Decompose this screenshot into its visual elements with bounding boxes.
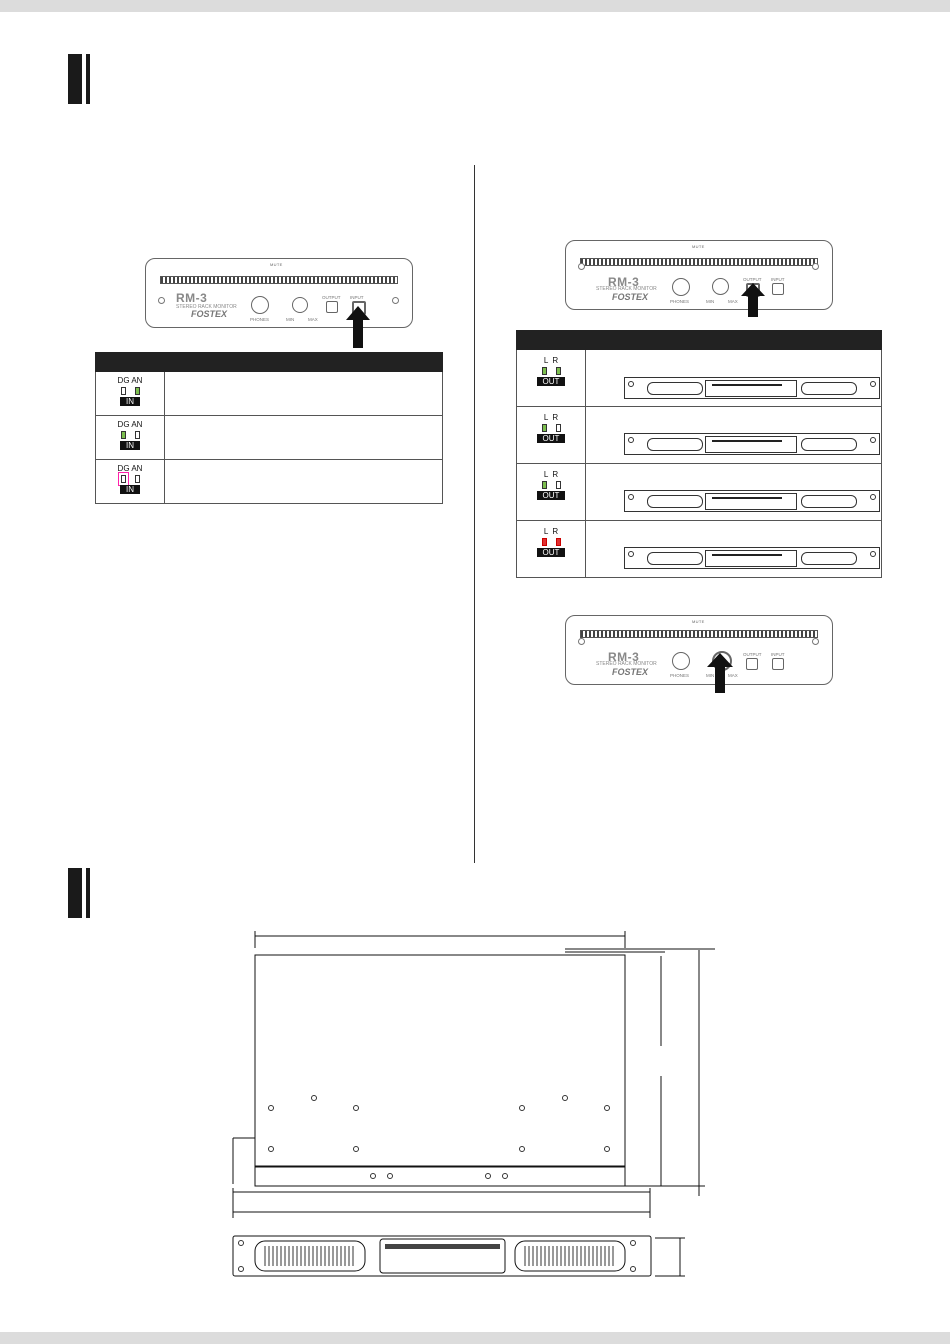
output-label: OUTPUT [743, 277, 762, 282]
model-subtitle: STEREO RACK MONITOR [176, 304, 237, 310]
rack-hole-right [812, 263, 819, 270]
front-panel-volume [565, 615, 833, 685]
output-indicator-label: L R [543, 356, 559, 365]
rack-hole-left [578, 263, 585, 270]
rack-unit-diagram [624, 547, 880, 569]
input-button[interactable] [772, 658, 784, 670]
output-indicator-label: L R [543, 527, 559, 536]
brand-logo: FOSTEX [612, 667, 649, 677]
pointer-arrow-icon [741, 283, 765, 317]
model-subtitle: STEREO RACK MONITOR [596, 661, 657, 667]
in-tag: IN [120, 441, 140, 450]
led-dg [121, 387, 126, 395]
model-name: RM-3 [176, 291, 208, 305]
phones-jack[interactable] [672, 278, 690, 296]
input-indicator-label: DG AN [117, 464, 143, 473]
out-tag: OUT [537, 491, 566, 500]
led-dg [121, 431, 126, 439]
min-label: MIN [706, 673, 715, 678]
input-button[interactable] [772, 283, 784, 295]
rack-hole-left [158, 297, 165, 304]
led-r-blinking [556, 538, 561, 546]
rack-unit-diagram [624, 433, 880, 455]
output-label: OUTPUT [322, 295, 341, 300]
rack-unit-diagram [624, 377, 880, 399]
led-an [135, 475, 140, 483]
led-an [135, 387, 140, 395]
bottom-bar [0, 1332, 950, 1344]
output-indicator-label: L R [543, 413, 559, 422]
led-dg-blinking [121, 475, 126, 483]
pointer-arrow-icon [707, 653, 733, 693]
model-name: RM-3 [608, 275, 640, 289]
volume-knob[interactable] [292, 297, 308, 313]
output-label: OUTPUT [743, 652, 762, 657]
front-panel-output [565, 240, 833, 310]
level-meter [160, 276, 398, 284]
mute-label: MUTE [692, 619, 705, 624]
rack-hole-right [812, 638, 819, 645]
level-meter [580, 258, 818, 266]
led-l [542, 367, 547, 375]
section-marker-1 [68, 54, 82, 104]
output-button[interactable] [326, 301, 338, 313]
min-label: MIN [286, 317, 295, 322]
brand-logo: FOSTEX [612, 292, 649, 302]
phones-label: PHONES [670, 673, 690, 678]
max-label: MAX [728, 673, 738, 678]
led-r [556, 481, 561, 489]
section-marker-2 [68, 868, 82, 918]
front-panel-input [145, 258, 413, 328]
mute-label: MUTE [692, 244, 705, 249]
led-l-blinking [542, 538, 547, 546]
min-label: MIN [706, 299, 715, 304]
input-label: INPUT [771, 652, 785, 657]
dimension-drawing [225, 928, 725, 1280]
led-an [135, 431, 140, 439]
out-tag: OUT [537, 548, 566, 557]
out-tag: OUT [537, 434, 566, 443]
input-label: INPUT [350, 295, 364, 300]
phones-label: PHONES [670, 299, 690, 304]
led-l [542, 424, 547, 432]
output-button[interactable] [746, 658, 758, 670]
max-label: MAX [308, 317, 318, 322]
out-tag: OUT [537, 377, 566, 386]
mute-label: MUTE [270, 262, 283, 267]
level-meter [580, 630, 818, 638]
rack-hole-right [392, 297, 399, 304]
max-label: MAX [728, 299, 738, 304]
model-subtitle: STEREO RACK MONITOR [596, 286, 657, 292]
input-table [95, 352, 443, 504]
led-r [556, 367, 561, 375]
input-label: INPUT [771, 277, 785, 282]
input-indicator-label: DG AN [117, 376, 143, 385]
rack-hole-left [578, 638, 585, 645]
led-l [542, 481, 547, 489]
column-divider [474, 165, 475, 863]
output-table [516, 330, 882, 578]
led-r [556, 424, 561, 432]
in-tag: IN [120, 397, 140, 406]
brand-logo: FOSTEX [191, 309, 228, 319]
top-bar [0, 0, 950, 12]
phones-jack[interactable] [251, 296, 269, 314]
in-tag: IN [120, 485, 140, 494]
output-indicator-label: L R [543, 470, 559, 479]
phones-jack[interactable] [672, 652, 690, 670]
rack-unit-diagram [624, 490, 880, 512]
volume-knob[interactable] [712, 278, 729, 295]
model-name: RM-3 [608, 650, 640, 664]
input-indicator-label: DG AN [117, 420, 143, 429]
phones-label: PHONES [250, 317, 270, 322]
pointer-arrow-icon [346, 306, 370, 348]
